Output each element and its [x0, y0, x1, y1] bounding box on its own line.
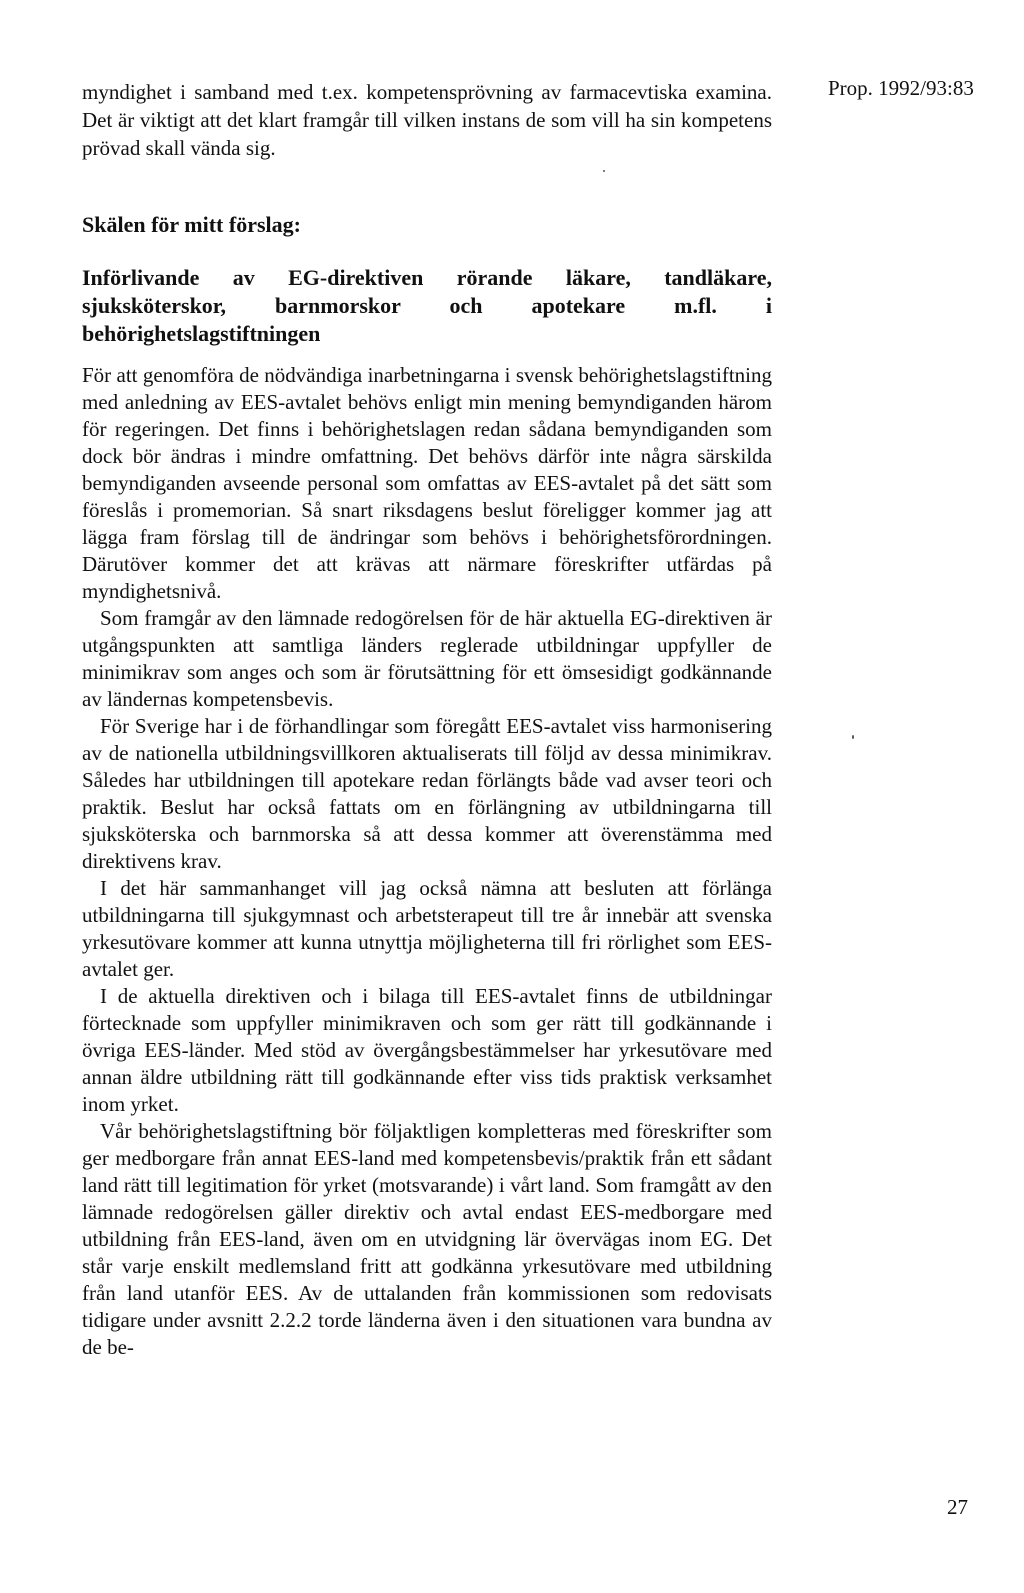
intro-text-block [82, 78, 772, 162]
scan-speck [603, 170, 605, 172]
intro-paragraph: myndighet i samband med t.ex. kompetensprövning av farmacevtiska examina. Det är viktigt att det klart framgår till vilken instans de som vill ha sin kompetens prövad skall vända sig. [82, 80, 772, 160]
body-paragraph: I det här sammanhanget vill jag också nämna att besluten att förlänga utbildningarna till sjukgymnast och arbetsterapeut till tre år innebär att svenska yrkesutövare kommer att kunna utnyttja möjligheterna till fri rörlighet som EES-avtalet ger. [82, 876, 772, 981]
body-paragraph: För att genomföra de nödvändiga inarbetningarna i svensk behörighetslagstiftning med anledning av EES-avtalet behövs enligt min mening bemyndiganden härom för regeringen. Det finns i behörighetslagen redan sådana bemyndiganden som dock bör ändras i mindre omfattning. Det behövs därför inte några särskilda bemyndiganden avseende personal som omfattas av EES-avtalet på det sätt som föreslås i promemorian. Så snart riksdagens beslut föreligger kommer jag att lägga fram förslag till de ändringar som behövs i behörighetsförordningen. Därutöver kommer det att krävas att närmare föreskrifter utfärdas på myndighetsnivå. [82, 363, 772, 603]
body-paragraph: För Sverige har i de förhandlingar som föregått EES-avtalet viss harmonisering av de nationella utbildningsvillkoren aktualiserats till följd av dessa minimikrav. Således har utbildningen till apotekare redan förlängts både vad avser teori och praktik. Beslut har också fattats om en förlängning av utbildningarna till sjuksköterska och barnmorska så att dessa kommer att överenstämma med direktivens krav. [82, 714, 772, 873]
body-paragraph: I de aktuella direktiven och i bilaga till EES-avtalet finns de utbildningar förtecknade som uppfyller minimikraven och som ger rätt till godkännande i övriga EES-länder. Med stöd av övergångsbestämmelser har yrkesutövare med annan äldre utbildning rätt till godkännande efter viss tids praktisk verksamhet inom yrket. [82, 984, 772, 1116]
section-heading: Skälen för mitt förslag: [82, 212, 301, 237]
body-paragraph: Vår behörighetslagstiftning bör följaktligen kompletteras med föreskrifter som ger medborgare från annat EES-land med kompetensbevis/praktik från ett sådant land rätt till legitimation för yrket (motsvarande) i vårt land. Som framgått av den lämnade redogörelsen gäller direktiv och avtal endast EES-medborgare med utbildning från EES-land, även om en utvidgning lär övervägas inom EG. Det står varje enskilt medlemsland fritt att godkänna yrkesutövare med utbildning från land utanför EES. Av de uttalanden från kommissionen som redovisats tidigare under avsnitt 2.2.2 torde länderna även i den situationen vara bundna av de be- [82, 1119, 772, 1359]
body-text [82, 362, 772, 1361]
body-paragraph: Som framgår av den lämnade redogörelsen för de här aktuella EG-direktiven är utgångspunkten att samtliga länders reglerade utbildningar uppfyller de minimikrav som anges och som är förutsättning för ett ömsesidigt godkännande av ländernas kompetensbevis. [82, 606, 772, 711]
proposition-reference: Prop. 1992/93:83 [828, 76, 974, 100]
section-subheading: Införlivande av EG-direktiven rörande läkare, tandläkare, sjuksköterskor, barnmorskor och apotekare m.fl. i behörighetslagstiftningen [82, 265, 772, 346]
page-number: 27 [947, 1495, 968, 1519]
scan-speck [852, 735, 854, 739]
